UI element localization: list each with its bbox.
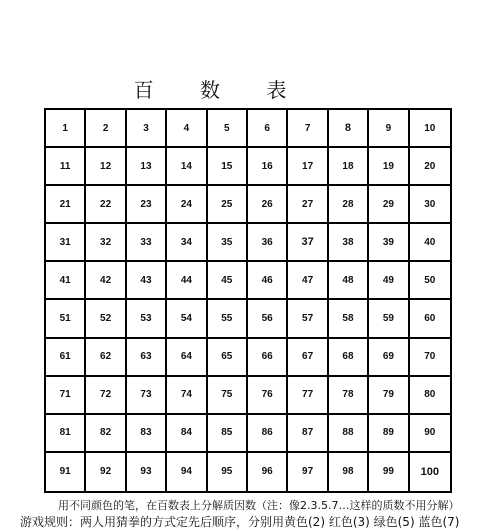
grid-cell: 5: [208, 110, 248, 148]
grid-cell: 80: [410, 377, 450, 415]
grid-cell: 71: [46, 377, 86, 415]
grid-cell: 6: [248, 110, 288, 148]
grid-cell: 62: [86, 339, 126, 377]
grid-cell: 95: [208, 453, 248, 491]
grid-cell: 50: [410, 262, 450, 300]
grid-cell: 49: [369, 262, 409, 300]
grid-cell: 99: [369, 453, 409, 491]
grid-cell: 9: [369, 110, 409, 148]
grid-cell: 37: [288, 224, 328, 262]
grid-cell: 12: [86, 148, 126, 186]
grid-cell: 69: [369, 339, 409, 377]
grid-cell: 2: [86, 110, 126, 148]
grid-cell: 1: [46, 110, 86, 148]
grid-cell: 87: [288, 415, 328, 453]
grid-cell: 23: [127, 186, 167, 224]
grid-cell: 68: [329, 339, 369, 377]
grid-cell: 86: [248, 415, 288, 453]
grid-cell: 3: [127, 110, 167, 148]
grid-cell: 43: [127, 262, 167, 300]
grid-cell: 38: [329, 224, 369, 262]
grid-cell: 77: [288, 377, 328, 415]
grid-cell: 28: [329, 186, 369, 224]
grid-cell: 26: [248, 186, 288, 224]
grid-cell: 39: [369, 224, 409, 262]
grid-cell: 98: [329, 453, 369, 491]
grid-cell: 67: [288, 339, 328, 377]
hundred-chart-grid: [44, 108, 452, 493]
grid-cell: 97: [288, 453, 328, 491]
grid-cell: 93: [127, 453, 167, 491]
page-title: 百 数 表: [133, 78, 307, 102]
grid-cell: 60: [410, 300, 450, 338]
grid-cell: 4: [167, 110, 207, 148]
grid-cell: 74: [167, 377, 207, 415]
grid-cell: 25: [208, 186, 248, 224]
grid-cell: 64: [167, 339, 207, 377]
grid-cell: 85: [208, 415, 248, 453]
grid-cell: 90: [410, 415, 450, 453]
grid-cell: 7: [288, 110, 328, 148]
grid-cell: 44: [167, 262, 207, 300]
grid-cell: 83: [127, 415, 167, 453]
grid-cell: 81: [46, 415, 86, 453]
grid-cell: 88: [329, 415, 369, 453]
grid-cell: 24: [167, 186, 207, 224]
grid-cell: 36: [248, 224, 288, 262]
grid-cell: 75: [208, 377, 248, 415]
grid-cell: 84: [167, 415, 207, 453]
grid-cell: 66: [248, 339, 288, 377]
grid-cell: 13: [127, 148, 167, 186]
grid-cell: 8: [329, 110, 369, 148]
grid-cell: 33: [127, 224, 167, 262]
grid-cell: 79: [369, 377, 409, 415]
instruction-note: 用不同颜色的笔，在百数表上分解质因数（注：像2.3.5.7…这样的质数不用分解）: [58, 499, 460, 512]
grid-cell: 94: [167, 453, 207, 491]
grid-cell: 16: [248, 148, 288, 186]
grid-cell: 30: [410, 186, 450, 224]
grid-cell: 19: [369, 148, 409, 186]
grid-cell: 96: [248, 453, 288, 491]
grid-cell: 31: [46, 224, 86, 262]
grid-cell: 52: [86, 300, 126, 338]
grid-cell: 10: [410, 110, 450, 148]
grid-cell: 40: [410, 224, 450, 262]
grid-cell: 47: [288, 262, 328, 300]
grid-cell: 92: [86, 453, 126, 491]
grid-cell: 27: [288, 186, 328, 224]
grid-cell: 89: [369, 415, 409, 453]
grid-cell: 54: [167, 300, 207, 338]
grid-cell: 35: [208, 224, 248, 262]
grid-cell: 76: [248, 377, 288, 415]
grid-cell: 22: [86, 186, 126, 224]
grid-cell: 78: [329, 377, 369, 415]
game-rules-note: 游戏规则：两人用猜拳的方式定先后顺序，分别用黄色(2) 红色(3) 绿色(5) 蓝色(7): [20, 515, 460, 529]
grid-cell: 14: [167, 148, 207, 186]
grid-cell: 15: [208, 148, 248, 186]
grid-cell: 72: [86, 377, 126, 415]
grid-cell: 100: [420, 465, 439, 478]
grid-cell: 56: [248, 300, 288, 338]
grid-cell: 70: [410, 339, 450, 377]
grid-cell: 29: [369, 186, 409, 224]
grid-cell: 45: [208, 262, 248, 300]
grid-cell: 63: [127, 339, 167, 377]
grid-cell: 61: [46, 339, 86, 377]
grid-cell: 58: [329, 300, 369, 338]
grid-cell: 57: [288, 300, 328, 338]
grid-cell: 21: [46, 186, 86, 224]
grid-cell: 55: [208, 300, 248, 338]
grid-cell: 41: [46, 262, 86, 300]
grid-cell: 20: [410, 148, 450, 186]
grid-cell: 42: [86, 262, 126, 300]
grid-cell: 32: [86, 224, 126, 262]
grid-cell: 82: [86, 415, 126, 453]
grid-cell: 48: [329, 262, 369, 300]
grid-cell: 91: [46, 453, 86, 491]
grid-cell: 17: [288, 148, 328, 186]
grid-cell: 73: [127, 377, 167, 415]
grid-cell: 11: [46, 148, 86, 186]
grid-cell: 65: [208, 339, 248, 377]
grid-cell: 53: [127, 300, 167, 338]
grid-cell: 18: [329, 148, 369, 186]
grid-cell: 46: [248, 262, 288, 300]
grid-cell: 51: [46, 300, 86, 338]
grid-cell: 34: [167, 224, 207, 262]
grid-cell: 59: [369, 300, 409, 338]
